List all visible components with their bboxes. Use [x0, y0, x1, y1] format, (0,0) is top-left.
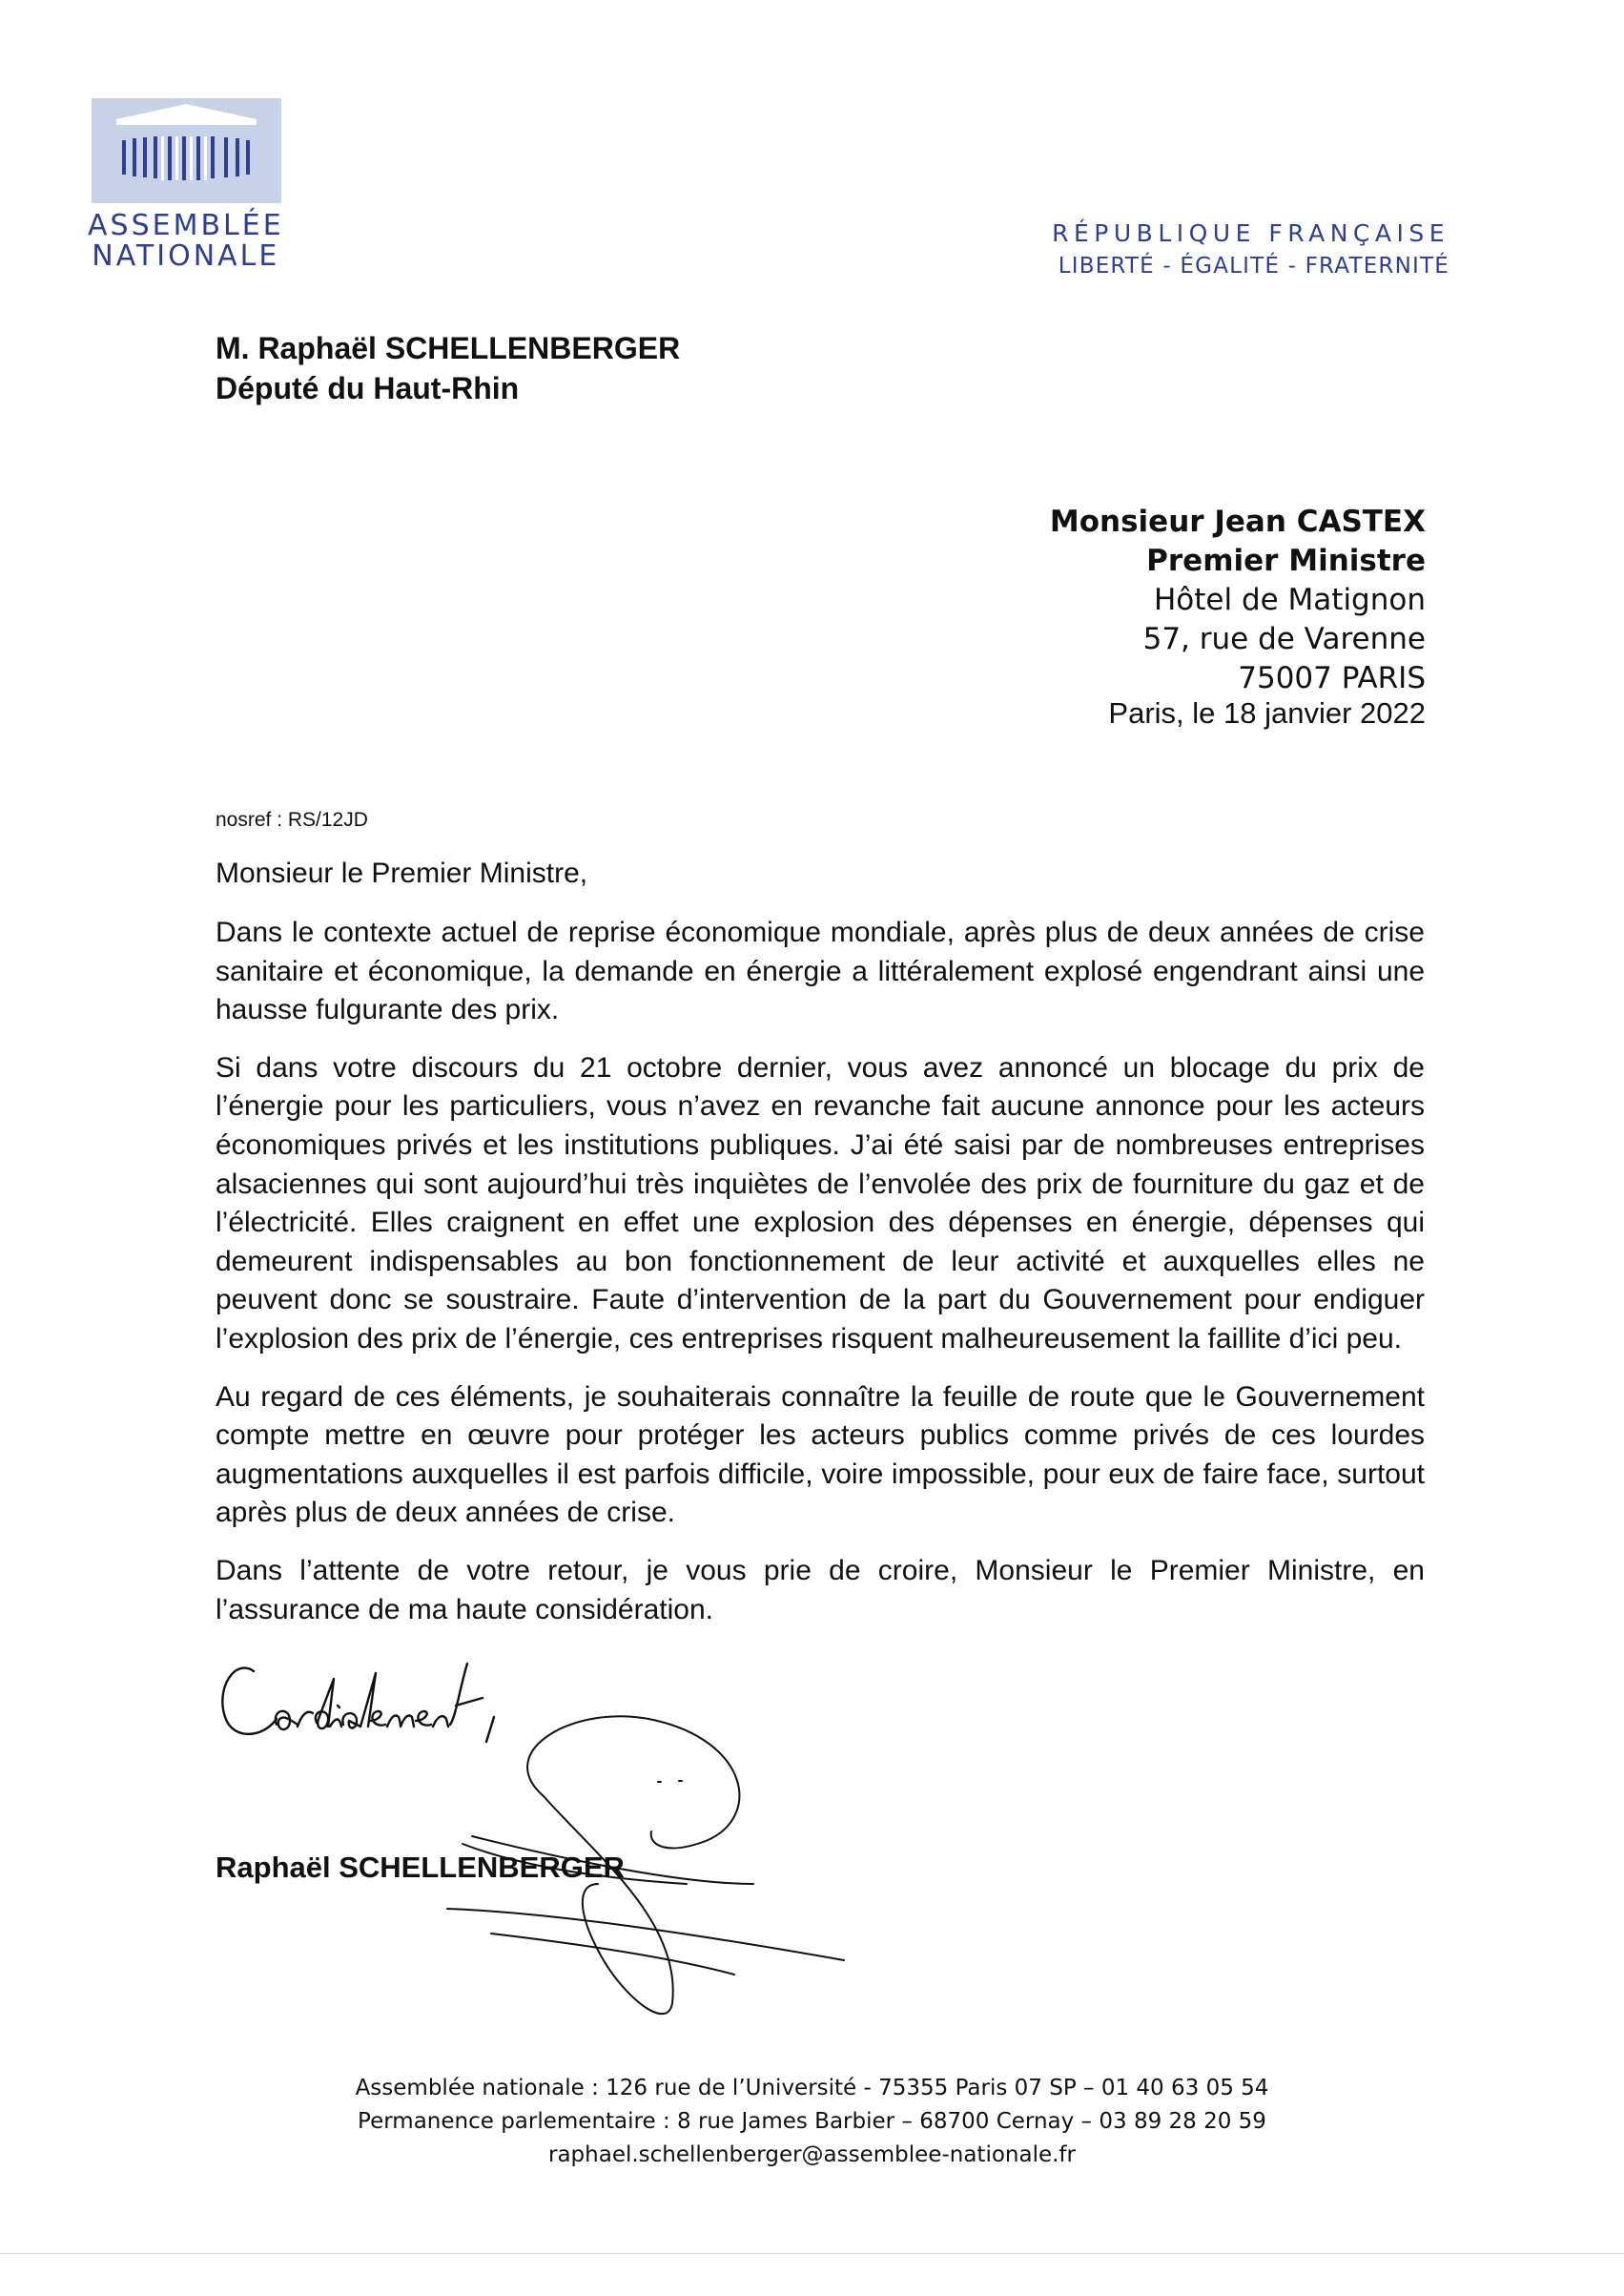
recipient-name: Monsieur Jean CASTEX	[1049, 505, 1426, 539]
signer-name: Raphaël SCHELLENBERGER	[216, 1851, 625, 1884]
footer-email: raphael.schellenberger@assemblee-nationale.fr	[548, 2142, 1076, 2167]
sender-block	[216, 328, 680, 408]
footer-line-1: Assemblée nationale : 126 rue de l’Université - 75355 Paris 07 SP – 01 40 63 05 54	[355, 2076, 1269, 2100]
recipient-title: Premier Ministre	[1146, 544, 1426, 578]
republic-motto: LIBERTÉ - ÉGALITÉ - FRATERNITÉ	[1058, 254, 1449, 279]
republic-header	[1052, 217, 1449, 282]
letter-date: Paris, le 18 janvier 2022	[1108, 696, 1426, 730]
logo-wordmark	[88, 211, 284, 272]
logo-line-2: NATIONALE	[92, 239, 280, 273]
body-paragraph: Au regard de ces éléments, je souhaiterais connaître la feuille de route que le Gouvernement compte mettre en œuvre pour protéger les acteurs publics comme privés de ces lourdes augmentations auxquelles il est parfois difficile, voire impossible, pour eux de faire face, surtout après plus de deux années de crise.	[216, 1380, 1425, 1529]
logo-line-1: ASSEMBLÉE	[88, 209, 284, 242]
footer	[0, 2072, 1624, 2172]
recipient-block	[1050, 503, 1426, 698]
page-bottom-divider	[0, 2253, 1624, 2254]
recipient-address-line-1: Hôtel de Matignon	[1153, 583, 1426, 617]
reference-number: nosref : RS/12JD	[216, 809, 368, 831]
salutation: Monsieur le Premier Ministre,	[216, 858, 588, 889]
body-paragraph: Dans l’attente de votre retour, je vous prie de croire, Monsieur le Premier Ministre, en l’assurance de ma haute considération.	[216, 1554, 1425, 1625]
sender-name: M. Raphaël SCHELLENBERGER	[216, 331, 681, 365]
body-paragraph: Si dans votre discours du 21 octobre dernier, vous avez annoncé un blocage du prix de l’énergie pour les particuliers, vous n’avez en revanche fait aucune annonce pour les acteurs économiques privés et les institutions publiques. J’ai été saisi par de nombreuses entreprises alsaciennes qui sont aujourd’hui très inquiètes de l’envolée des prix de fourniture du gaz et de l’électricité. Elles craignent en effet une explosion des dépenses en énergie, dépenses qui demeurent indispensables au bon fonctionnement de leur activité et auxquelles elles ne peuvent donc se soustraire. Faute d’intervention de la part du Gouvernement pour endiguer l’explosion des prix de l’énergie, ces entreprises risquent malheureusement la faillite d’ici peu.	[216, 1051, 1425, 1355]
sender-title: Député du Haut-Rhin	[216, 371, 520, 405]
footer-line-2: Permanence parlementaire : 8 rue James Barbier – 68700 Cernay – 03 89 28 20 59	[358, 2109, 1266, 2134]
letter-body	[216, 914, 1425, 1648]
republic-title: RÉPUBLIQUE FRANÇAISE	[1052, 219, 1449, 247]
assemblee-nationale-logo-icon	[92, 98, 281, 203]
recipient-address-line-3: 75007 PARIS	[1238, 661, 1426, 695]
recipient-address-line-2: 57, rue de Varenne	[1142, 622, 1426, 656]
body-paragraph: Dans le contexte actuel de reprise économique mondiale, après plus de deux années de crise sanitaire et économique, la demande en énergie a littéralement explosé engendrant ainsi une hausse fulgurante des prix.	[216, 917, 1425, 1026]
